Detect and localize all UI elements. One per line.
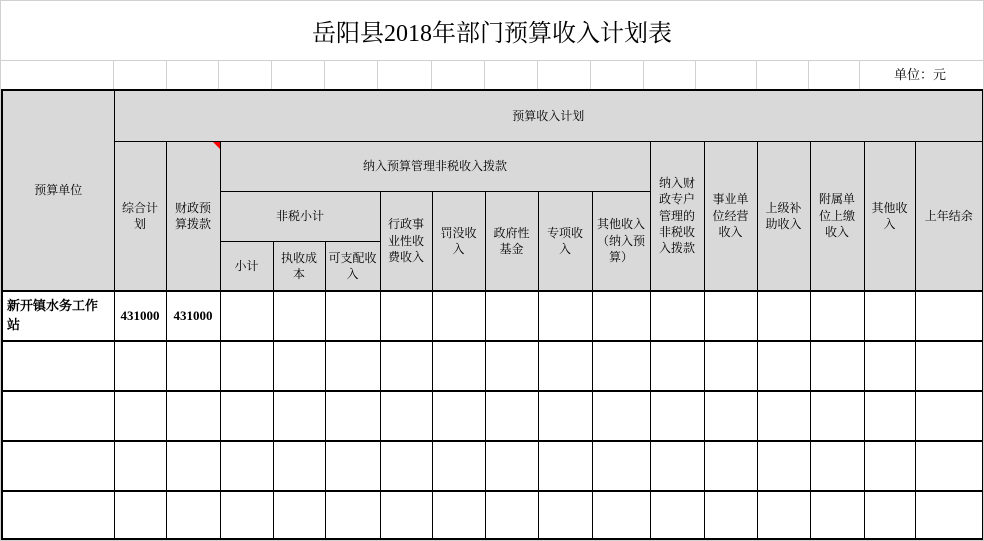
unit-label: 单位：元 [893,67,946,82]
cell[interactable] [704,341,757,391]
cell[interactable] [864,491,915,539]
cell[interactable] [757,491,810,539]
cell[interactable] [915,291,983,341]
cell[interactable] [650,341,704,391]
cell[interactable] [380,441,432,491]
table-row [2,341,983,391]
cell-unit-name[interactable] [2,341,114,391]
header-fines-income: 罚没收入 [432,191,485,291]
cell[interactable] [864,341,915,391]
header-collection-cost: 执收成本 [273,241,325,291]
gridline [537,61,538,89]
cell[interactable] [273,491,325,539]
cell[interactable] [114,441,166,491]
gridline [695,61,696,89]
gridline [218,61,219,89]
cell[interactable] [538,341,592,391]
budget-table [1,89,984,540]
header-institution-operating-income: 事业单位经营收入 [704,141,757,291]
cell[interactable] [432,491,485,539]
cell[interactable] [810,291,864,341]
cell[interactable] [432,441,485,491]
cell[interactable] [704,441,757,491]
cell[interactable] [166,491,220,539]
cell[interactable] [704,491,757,539]
cell[interactable] [325,341,380,391]
header-disposable-income: 可支配收入 [325,241,380,291]
gridline [808,61,809,89]
cell-unit-name[interactable] [2,441,114,491]
cell-unit-name[interactable] [2,391,114,441]
header-row-2 [2,141,983,191]
cell[interactable] [864,441,915,491]
header-comprehensive-plan: 综合计划 [114,141,166,291]
header-prior-year-balance: 上年结余 [915,141,983,291]
header-gov-fund: 政府性基金 [485,191,538,291]
header-admin-fee-income: 行政事业性收费收入 [380,191,432,291]
gridline [324,61,325,89]
cell-unit-name[interactable] [2,491,114,539]
cell[interactable] [325,291,380,341]
header-nontax-subtotal: 非税小计 [220,191,380,241]
cell[interactable] [650,291,704,341]
cell[interactable] [704,291,757,341]
cell[interactable] [432,341,485,391]
gridline [643,61,644,89]
cell[interactable] [114,491,166,539]
cell[interactable] [380,491,432,539]
cell[interactable] [810,441,864,491]
cell[interactable] [485,341,538,391]
cell[interactable] [325,441,380,491]
cell[interactable] [166,441,220,491]
cell[interactable] [538,291,592,341]
unit-strip [1,61,983,89]
cell[interactable] [757,341,810,391]
cell[interactable] [757,291,810,341]
cell[interactable] [757,441,810,491]
header-fiscal-budget-allocation-label: 财政预算拨款 [174,200,211,231]
cell[interactable] [810,341,864,391]
cell[interactable] [114,341,166,391]
cell[interactable] [220,341,273,391]
cell[interactable] [592,491,650,539]
cell[interactable] [915,341,983,391]
comment-indicator-icon [213,142,220,149]
cell[interactable] [432,391,485,441]
header-nontax-in-budget: 纳入预算管理非税收入拨款 [220,141,650,191]
cell[interactable] [432,291,485,341]
cell[interactable]: 431000 [114,291,166,341]
cell[interactable] [273,291,325,341]
cell[interactable] [485,491,538,539]
gridline [271,61,272,89]
header-budget-unit: 预算单位 [2,90,114,291]
cell[interactable] [650,441,704,491]
cell[interactable]: 431000 [166,291,220,341]
cell[interactable] [704,391,757,441]
cell[interactable] [538,491,592,539]
cell[interactable] [757,391,810,441]
cell[interactable] [485,441,538,491]
cell[interactable] [166,341,220,391]
table-row [2,491,983,539]
table-row [2,441,983,491]
cell[interactable] [485,291,538,341]
cell[interactable] [325,391,380,441]
page-title: 岳阳县2018年部门预算收入计划表 [1,1,983,61]
gridline [377,61,378,89]
header-superior-subsidy-income: 上级补助收入 [757,141,810,291]
gridline [113,61,114,89]
cell[interactable] [650,491,704,539]
header-fiscal-budget-allocation [166,141,220,291]
cell[interactable] [810,491,864,539]
table-row [2,291,983,341]
cell[interactable] [864,291,915,341]
header-other-income: 其他收入 [864,141,915,291]
cell[interactable] [592,291,650,341]
cell[interactable] [864,391,915,441]
cell[interactable] [220,491,273,539]
cell[interactable] [220,291,273,341]
cell[interactable] [380,291,432,341]
cell[interactable] [592,441,650,491]
cell[interactable] [915,391,983,441]
header-fiscal-special-account-nontax: 纳入财政专户管理的非税收入拨款 [650,141,704,291]
gridline [756,61,757,89]
cell[interactable] [273,441,325,491]
gridline [166,61,167,89]
header-affiliated-unit-remit-income: 附属单位上缴收入 [810,141,864,291]
header-other-income-in-budget: 其他收入（纳入预算） [592,191,650,291]
header-special-income: 专项收入 [538,191,592,291]
header-subtotal: 小计 [220,241,273,291]
cell[interactable] [650,391,704,441]
cell[interactable] [380,391,432,441]
cell[interactable] [810,391,864,441]
gridline [590,61,591,89]
cell[interactable] [220,441,273,491]
cell[interactable] [380,341,432,391]
cell[interactable] [485,391,538,441]
cell[interactable] [915,491,983,539]
table-row [2,391,983,441]
cell[interactable] [220,391,273,441]
cell[interactable] [538,391,592,441]
cell[interactable] [538,441,592,491]
cell[interactable] [273,341,325,391]
header-plan-income: 预算收入计划 [114,90,983,141]
cell[interactable] [915,441,983,491]
cell[interactable] [592,341,650,391]
cell[interactable] [166,391,220,441]
cell-unit-name[interactable]: 新开镇水务工作站 [2,291,114,341]
gridline [484,61,485,89]
cell[interactable] [273,391,325,441]
header-row-1 [2,90,983,141]
cell[interactable] [325,491,380,539]
cell[interactable] [114,391,166,441]
gridline [431,61,432,89]
cell[interactable] [592,391,650,441]
